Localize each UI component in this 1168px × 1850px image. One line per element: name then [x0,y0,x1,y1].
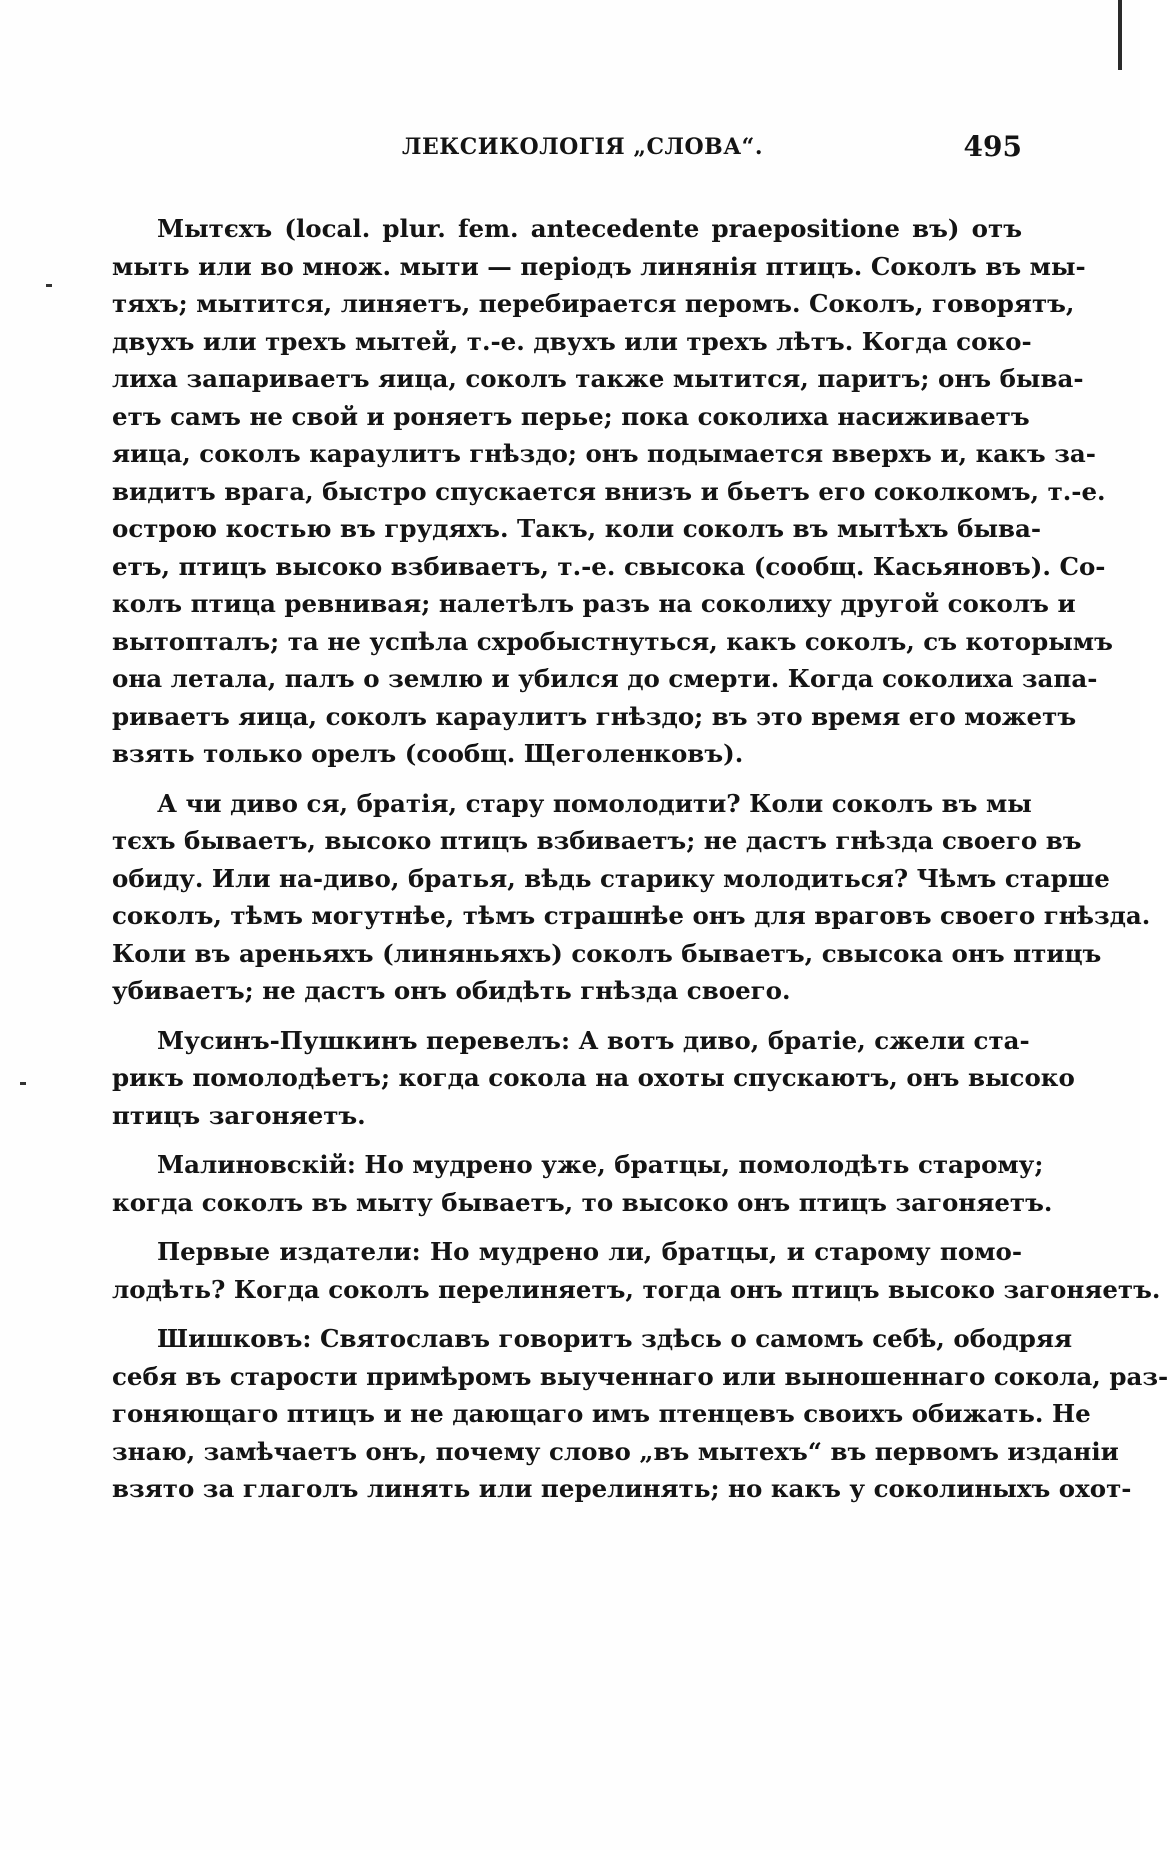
text-line: она летала, палъ о землю и убился до смерти. Когда соколиха запа- [112,664,1098,693]
text-line: мыть или во множ. мыти — періодъ линянія птицъ. Соколъ въ мы- [112,251,1086,281]
text-line: гоняющаго птицъ и не дающаго имъ птенцевъ своихъ обижать. Не [112,1399,1091,1428]
text-line: острою костью въ грудяхъ. Такъ, коли соколъ въ мытѣхъ быва- [112,514,1042,543]
body-text [112,210,1168,1520]
paragraph [112,785,1151,1010]
text-line: взять только орелъ (сообщ. Щеголенковъ). [112,739,744,768]
text-line: А чи диво ся, братія, стару помолодити? Коли соколъ въ мы [157,788,1032,818]
margin-mark [20,1082,26,1085]
margin-mark [46,284,52,287]
text-line: Коли въ ареньяхъ (линяньяхъ) соколъ бываетъ, свысока онъ птицъ [112,938,1102,968]
page-edge-line [1118,0,1122,70]
text-line: етъ, птицъ высоко взбиваетъ, т.-е. свысока (сообщ. Касьяновъ). Со- [112,551,1106,581]
text-line: лодѣть? Когда соколъ перелиняетъ, тогда онъ птицъ высоко загоняетъ. [112,1274,1161,1304]
text-line: етъ самъ не свой и роняетъ перье; пока соколиха насиживаетъ [112,401,1030,431]
page-number: 495 [963,130,1022,163]
text-line: взято за глаголъ линять или перелинять; но какъ у соколиныхъ охот- [112,1474,1132,1503]
text-line: когда соколъ въ мыту бываетъ, то высоко онъ птицъ загоняетъ. [112,1187,1053,1217]
text-line: яица, соколъ караулитъ гнѣздо; онъ подымается вверхъ и, какъ за- [112,439,1096,468]
paragraph [112,1022,1075,1135]
paragraph [112,1233,1161,1308]
text-line: Малиновскій: Но мудрено уже, братцы, помолодѣть старому; [157,1150,1044,1179]
text-line: Мусинъ-Пушкинъ перевелъ: А вотъ диво, братіе, сжели ста- [157,1025,1030,1055]
text-line: риваетъ яица, соколъ караулитъ гнѣздо; въ это время его можетъ [112,701,1077,731]
text-line: тєхъ бываетъ, высоко птицъ взбиваетъ; не дастъ гнѣзда своего въ [112,826,1082,855]
text-line: вытопталъ; та не успѣла схробыстнуться, какъ соколъ, съ которымъ [112,626,1113,656]
text-line: Шишковъ: Святославъ говоритъ здѣсь о самомъ себѣ, ободряя [157,1324,1073,1353]
text-line: убиваетъ; не дастъ онъ обидѣть гнѣзда своего. [112,976,791,1005]
text-line: видитъ врага, быстро спускается внизъ и бьетъ его соколкомъ, т.-е. [112,476,1106,506]
text-line: соколъ, тѣмъ могутнѣе, тѣмъ страшнѣе онъ для враговъ своего гнѣзда. [112,901,1151,930]
text-line: Мытєхъ (local. plur. fem. antecedente praepositione въ) отъ [157,214,1022,243]
paragraph [112,1146,1053,1221]
text-line: колъ птица ревнивая; налетѣлъ разъ на соколиху другой соколъ и [112,589,1076,618]
paragraph [112,210,1113,773]
text-line: тяхъ; мытится, линяетъ, перебирается перомъ. Соколъ, говорятъ, [112,289,1075,318]
running-head: ЛЕКСИКОЛОГІЯ „СЛОВА“. [402,134,763,160]
paragraph [112,1320,1168,1508]
text-line: знаю, замѣчаетъ онъ, почему слово „въ мытехъ“ въ первомъ изданіи [112,1436,1119,1466]
text-line: двухъ или трехъ мытей, т.-е. двухъ или трехъ лѣтъ. Когда соко- [112,326,1032,356]
text-line: рикъ помолодѣетъ; когда сокола на охоты спускаютъ, онъ высоко [112,1063,1075,1092]
text-line: себя въ старости примѣромъ выученнаго или выношеннаго сокола, раз- [112,1361,1168,1391]
text-line: лиха запариваетъ яица, соколъ также мытится, паритъ; онъ быва- [112,364,1084,393]
text-line: Первые издатели: Но мудрено ли, братцы, и старому помо- [157,1237,1022,1266]
text-line: обиду. Или на-диво, братья, вѣдь старику молодиться? Чѣмъ старше [112,863,1110,893]
text-line: птицъ загоняетъ. [112,1100,366,1130]
page-header [112,130,1022,170]
